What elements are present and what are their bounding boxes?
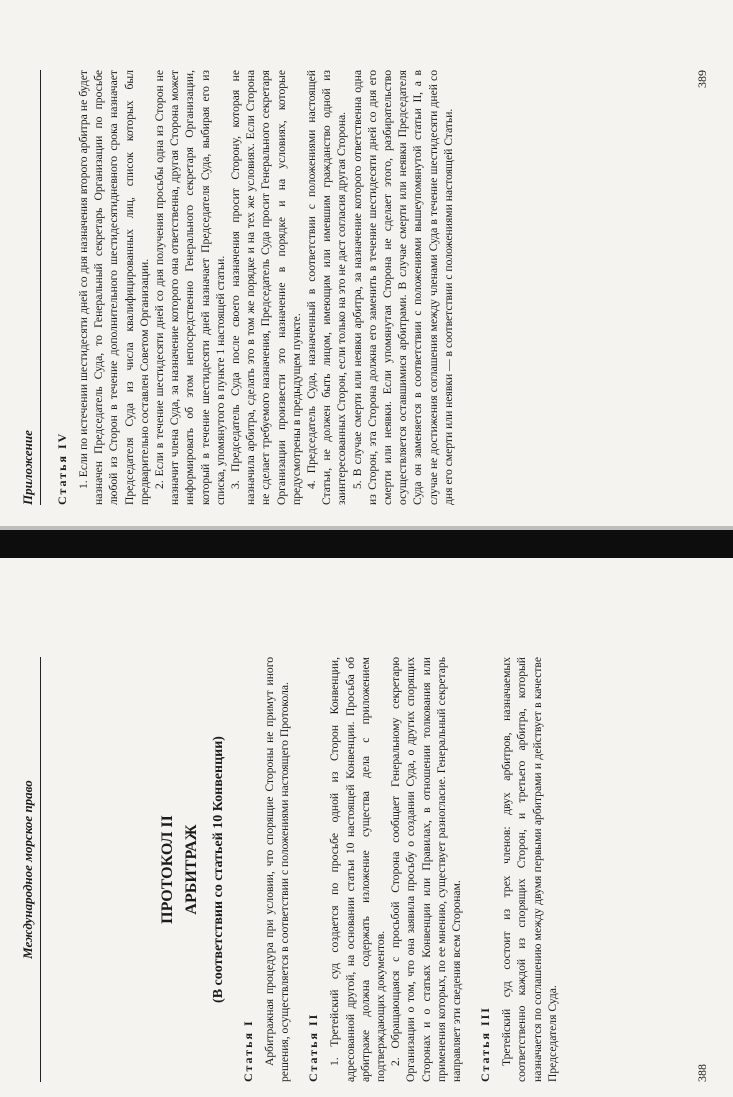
page-number-left: 388 — [695, 1064, 709, 1082]
article-1-heading: Статья I — [241, 1019, 255, 1082]
article-4-paragraph-2: 2. Если в течение шестидесяти дней со дня получения просьбы одна из Сторон не назначит члена Суда, за назначение которого она ответственна, другая Сторона может информировать об этом непосредственно Генерального секретаря Организации, который в течение шестидесяти дней назначает Председателя Суда, выбирая его из списка, упомянутого в пункте 1 настоящей статьи. — [153, 70, 227, 505]
article-2-heading: Статья II — [306, 1012, 321, 1082]
article-4-heading: Статья IV — [55, 431, 69, 505]
article-4-paragraph-1: 1. Если по истечении шестидесяти дней со дня назначения второго арбитра не будет назначен Председатель Суда, то Генеральный секретарь Организации по просьбе любой из Сторон в течение дополнительного шестидесятидневного срока назначает Председателя Суда из числа квалифицированных лиц, список которых был предварительно составлен Советом Организации. — [77, 70, 151, 505]
page-number-right: 389 — [695, 70, 709, 88]
right-page — [20, 70, 710, 505]
header-rule — [40, 657, 41, 1082]
header-rule — [40, 70, 41, 505]
article-4-paragraph-3: 3. Председатель Суда после своего назначения просит Сторону, которая не назначила арбитра, сделать это в том же порядке и на тех же условиях. Если Сторона не сделает требуемого назначения, Председатель Суда просит Генерального секретаря Организации произвести это назначение в порядке и на условиях, которые предусмотрены в предыдущем пункте. — [229, 70, 303, 505]
article-4-paragraph-5: 5. В случае смерти или неявки арбитра, за назначение которого ответственна одна из Сторон, эта Сторона должна его заменить в течение шестидесяти дней со дня его смерти или неявки. Если упомянутая Сторона не сделает этого, разбирательство осуществляется оставшимися арбитрами. В случае смерти или неявки Председателя Суда он заменяется в соответствии с положениями вышеупомянутой статьи II, а в случае не достижения соглашения между членами Суда в течение шестидесяти дней со дня его смерти или неявки — в соответствии с положениями настоящей Статьи. — [350, 70, 455, 505]
article-2-paragraph-2: 2. Обращающаяся с просьбой Сторона сообщает Генеральному секретарю Организации о том, что она заявила просьбу о создании Суда, о других спорящих Сторонах и о статьях Конвенции или Правилах, в отношении толкования или применения которых, по ее мнению, существует разногласие. Генеральный секретарь направляет эти сведения всем Сторонам. — [389, 657, 464, 1082]
running-head-left: Международное морское право — [20, 780, 35, 959]
left-page — [20, 657, 710, 1082]
protocol-note: (В соответствии со статьей 10 Конвенции) — [211, 736, 226, 1003]
article-3-paragraph: Третейский суд состоит из трех членов: двух арбитров, назначаемых соответственно каждой из спорящих Сторон, и третьего арбитра, который назначается по соглашению между двумя первыми арбитрами и действует в качестве Председателя Суда. — [500, 657, 559, 1082]
book-spine — [0, 530, 733, 558]
protocol-title: ПРОТОКОЛ II — [159, 815, 176, 924]
article-3-heading: Статья III — [478, 1006, 493, 1082]
article-1-paragraph: Арбитражная процедура при условии, что спорящие Стороны не примут иного решения, осуществляется в соответствии с положениями настоящего Протокола. — [263, 657, 292, 1082]
protocol-subtitle: АРБИТРАЖ — [183, 824, 200, 915]
article-2-paragraph-1: 1. Третейский суд создается по просьбе одной из Сторон Конвенции, адресованной другой, на основании статьи 10 настоящей Конвенции. Просьба об арбитраже должна содержать изложение существа дела с приложением подтверждающих документов. — [328, 657, 388, 1082]
running-head-right: Приложение — [20, 430, 35, 505]
article-4-paragraph-4: 4. Председатель Суда, назначенный в соответствии с положениями настоящей Статьи, не должен быть лицом, имеющим или имевшим гражданство одной из заинтересованных Сторон, если только на это не даст согласия другая Сторона. — [305, 70, 349, 505]
